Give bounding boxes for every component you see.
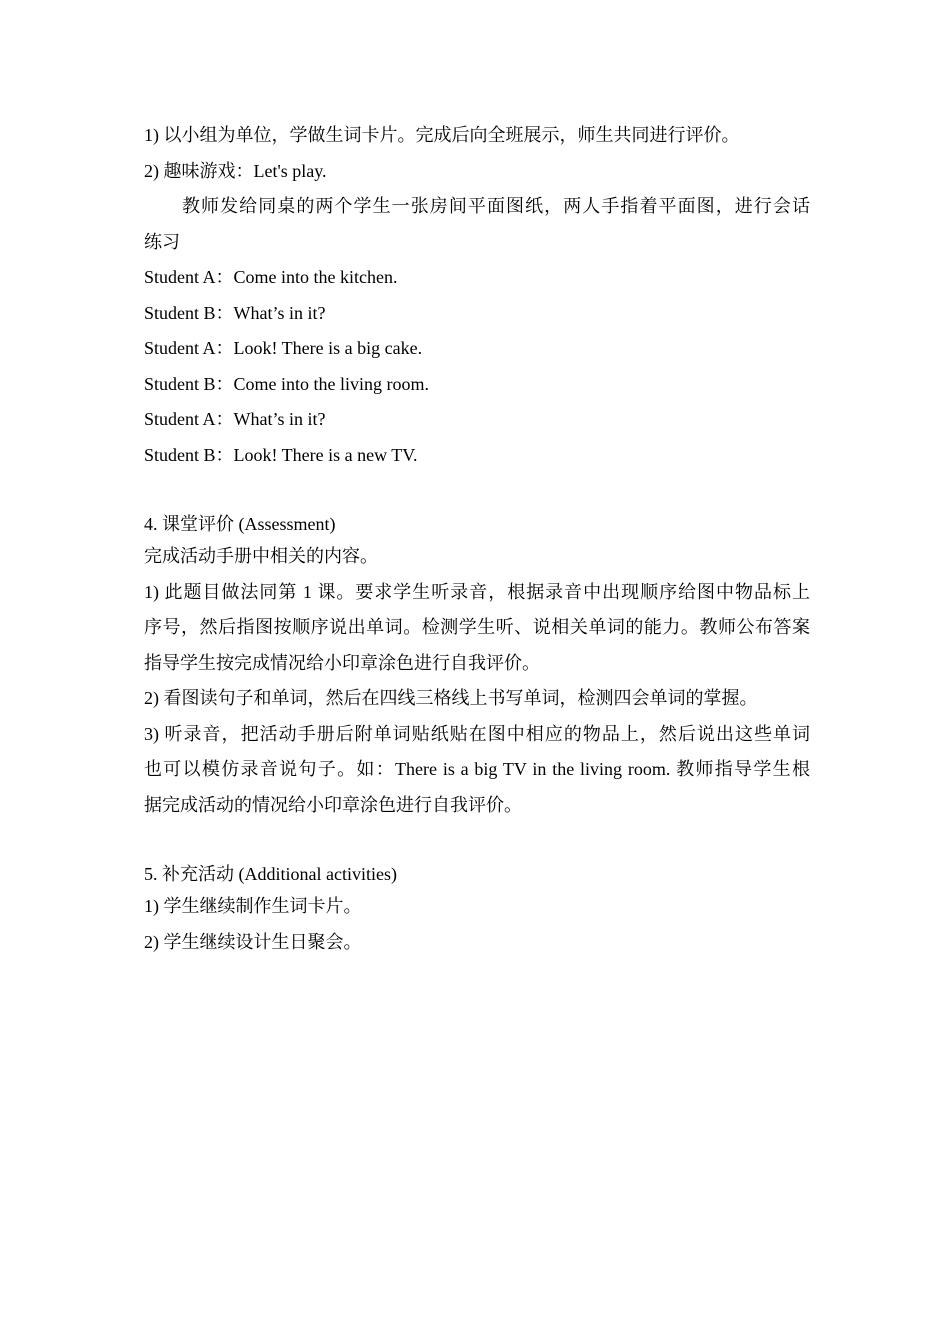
assessment-item-2: 2) 看图读句子和单词，然后在四线三格线上书写单词，检测四会单词的掌握。 [144, 688, 758, 708]
assessment-item-3-line: 也可以模仿录音说句子。如：There is a big TV in the living room. 教师指导学生根 [144, 759, 810, 779]
assessment-heading: 4. 课堂评价 (Assessment) [144, 514, 336, 534]
assessment-item-1-line: 1) 此题目做法同第 1 课。要求学生听录音，根据录音中出现顺序给图中物品标上 [144, 581, 810, 602]
dialogue-line: Student A：Come into the kitchen. [144, 267, 398, 287]
assessment-item-3-line: 3) 听录音，把活动手册后附单词贴纸贴在图中相应的物品上，然后说出这些单词 [144, 723, 810, 744]
document-page [144, 118, 810, 960]
section-spacer [144, 823, 810, 859]
activity-item-1: 1) 以小组为单位，学做生词卡片。完成后向全班展示，师生共同进行评价。 [144, 125, 740, 145]
additional-item-2: 2) 学生继续设计生日聚会。 [144, 931, 362, 952]
activity-item-2: 2) 趣味游戏：Let's play. [144, 160, 327, 181]
dialogue-line: Student B：Look! There is a new TV. [144, 444, 418, 465]
additional-item-1: 1) 学生继续制作生词卡片。 [144, 896, 362, 916]
section-spacer [144, 473, 810, 509]
dialogue-line: Student B：Come into the living room. [144, 373, 429, 394]
dialogue-line: Student A：What’s in it? [144, 409, 326, 429]
assessment-intro: 完成活动手册中相关的内容。 [144, 546, 378, 566]
assessment-item-1-line: 序号，然后指图按顺序说出单词。检测学生听、说相关单词的能力。教师公布答案 [144, 617, 810, 637]
dialogue-line: Student B：What’s in it? [144, 302, 326, 323]
game-intro-line-1: 教师发给同桌的两个学生一张房间平面图纸，两人手指着平面图，进行会话 [182, 196, 810, 216]
game-intro-line-2: 练习 [144, 231, 180, 252]
assessment-item-3-line: 据完成活动的情况给小印章涂色进行自我评价。 [144, 794, 522, 815]
assessment-item-1-line: 指导学生按完成情况给小印章涂色进行自我评价。 [144, 652, 540, 673]
additional-activities-heading: 5. 补充活动 (Additional activities) [144, 864, 397, 884]
dialogue-line: Student A：Look! There is a big cake. [144, 338, 423, 358]
